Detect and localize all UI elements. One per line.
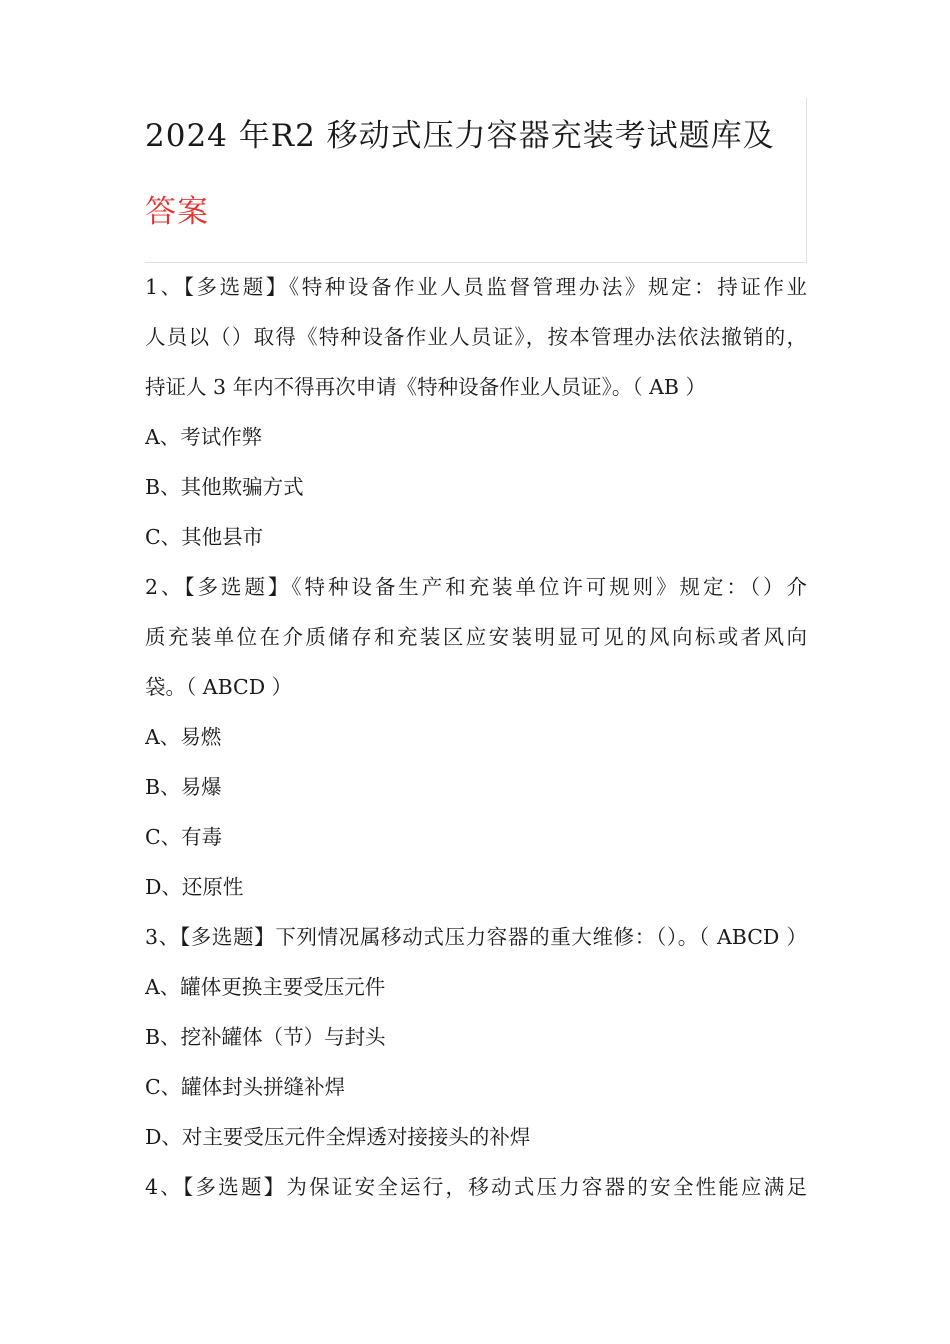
question-3 [145, 912, 807, 1162]
answer-option: C、有毒 [145, 825, 223, 849]
question-text: 4、【多选题】为保证安全运行，移动式压力容器的安全性能应满足 [145, 1175, 807, 1199]
answer-option: B、其他欺骗方式 [145, 475, 304, 499]
question-text: 1、【多选题】《特种设备作业人员监督管理办法》规定：持证作业 [145, 275, 807, 299]
answer-option: C、罐体封头拼缝补焊 [145, 1075, 346, 1099]
question-2 [145, 562, 807, 912]
question-text: 人员以（）取得《特种设备作业人员证》，按本管理办法依法撤销的， [145, 325, 807, 349]
title-block [145, 98, 807, 263]
answer-option: A、易燃 [145, 725, 222, 749]
question-text: 袋。（ ABCD ） [145, 675, 293, 699]
answer-option: B、挖补罐体（节）与封头 [145, 1025, 386, 1049]
answer-option: A、考试作弊 [145, 425, 263, 449]
answer-option: D、对主要受压元件全焊透对接接头的补焊 [145, 1125, 531, 1149]
question-text: 3、【多选题】下列情况属移动式压力容器的重大维修：（）。（ ABCD ） [145, 925, 807, 949]
question-list [145, 262, 807, 1212]
answer-option: A、罐体更换主要受压元件 [145, 975, 386, 999]
document-title: 2024 年R2 移动式压力容器充装考试题库及 [145, 118, 775, 154]
question-text: 持证人 3 年内不得再次申请《特种设备作业人员证》。（ AB ） [145, 375, 706, 399]
document-title-continuation: 答案 [145, 194, 209, 230]
question-text: 2、【多选题】《特种设备生产和充装单位许可规则》规定：（）介 [145, 575, 807, 599]
answer-option: C、其他县市 [145, 525, 264, 549]
answer-option: D、还原性 [145, 875, 244, 899]
question-4 [145, 1162, 807, 1212]
answer-option: B、易爆 [145, 775, 222, 799]
question-1 [145, 262, 807, 562]
question-text: 质充装单位在介质储存和充装区应安装明显可见的风向标或者风向 [145, 625, 807, 649]
